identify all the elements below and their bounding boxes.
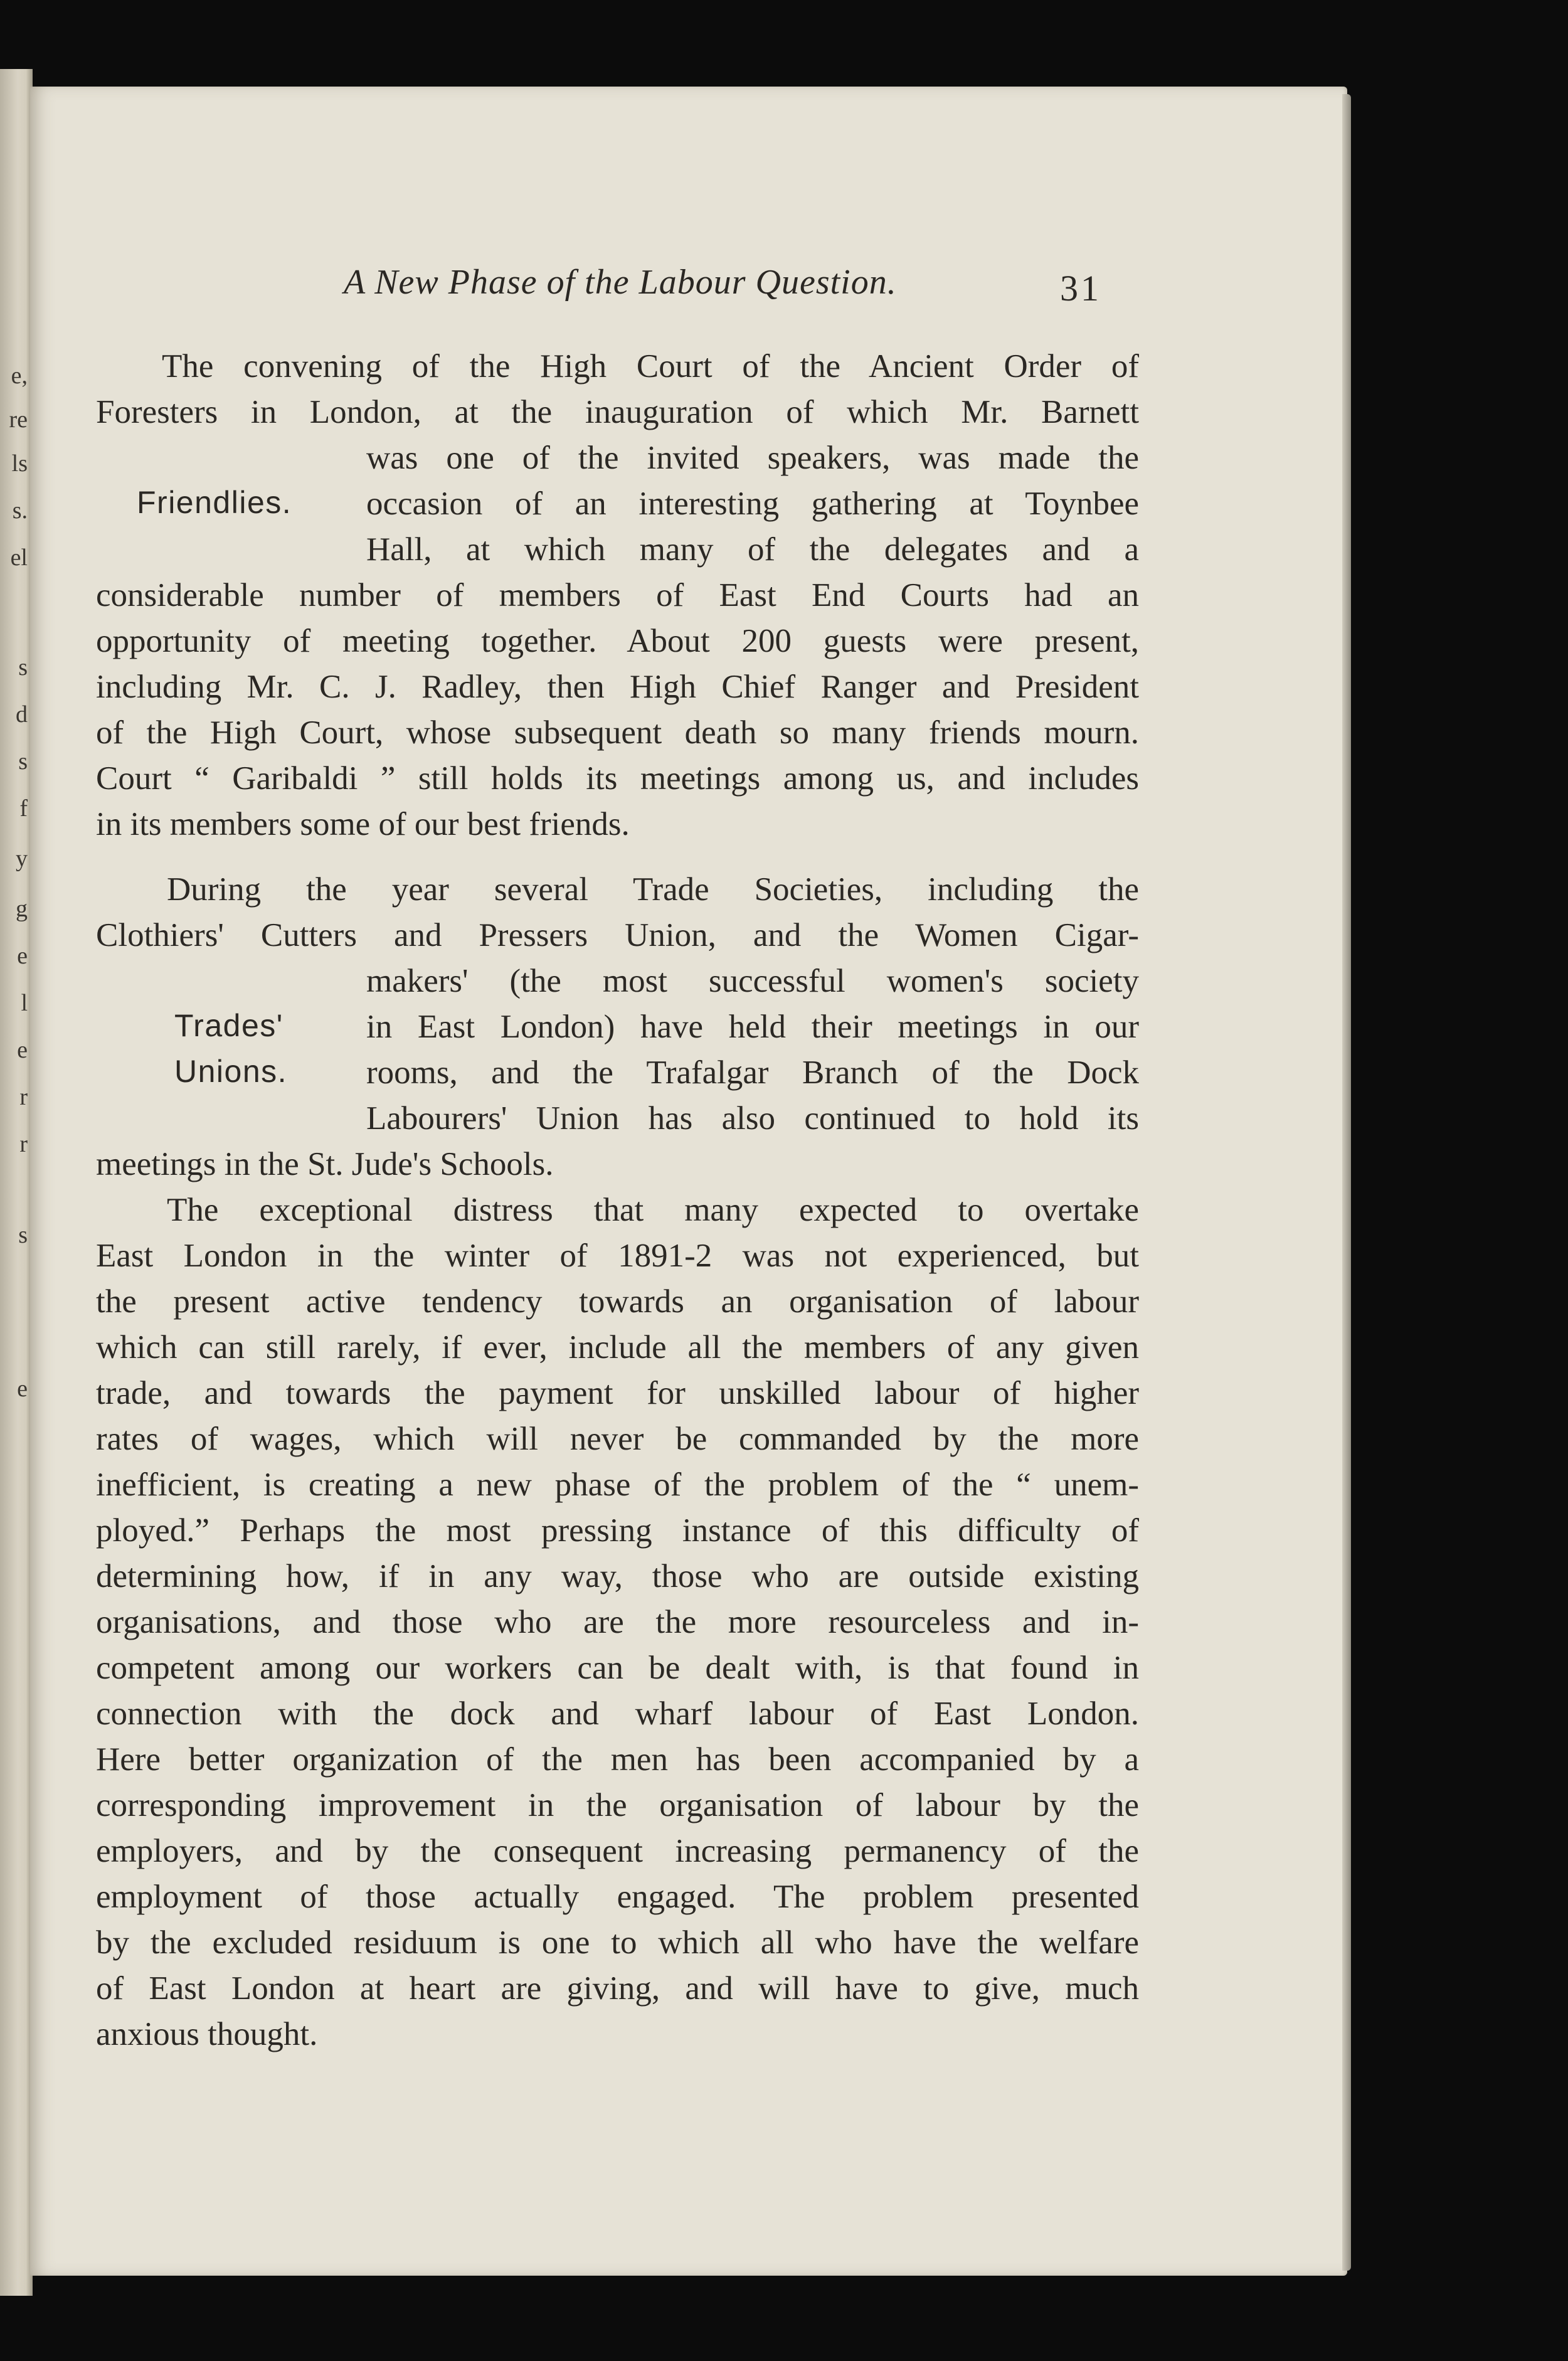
text-line: inefficient, is creating a new phase of the problem of the “ unem- (96, 1467, 1139, 1503)
margin-fragment: e (17, 1037, 28, 1063)
text-line: in its members some of our best friends. (96, 806, 630, 842)
text-line: Labourers' Union has also continued to hold its (366, 1100, 1139, 1137)
text-line: was one of the invited speakers, was made the (366, 440, 1139, 476)
text-line: corresponding improvement in the organisation of labour by the (96, 1787, 1139, 1823)
margin-fragment: re (9, 406, 28, 433)
margin-fragment: r (19, 1131, 28, 1157)
margin-fragment: l (21, 990, 28, 1016)
text-line: ployed.” Perhaps the most pressing instance of this difficulty of (96, 1512, 1139, 1549)
text-line: Here better organization of the men has been accompanied by a (96, 1741, 1139, 1778)
text-line: makers' (the most successful women's society (366, 963, 1139, 999)
text-line: which can still rarely, if ever, include all the members of any given (96, 1329, 1139, 1366)
page-number: 31 (1060, 268, 1101, 309)
text-line: opportunity of meeting together. About 200 guests were present, (96, 623, 1139, 659)
margin-fragment: ls (11, 450, 28, 477)
text-line: East London in the winter of 1891-2 was not experienced, but (96, 1238, 1139, 1274)
text-line: employment of those actually engaged. The problem presented (96, 1879, 1139, 1915)
text-line: Hall, at which many of the delegates and a (366, 531, 1139, 568)
text-line: determining how, if in any way, those who are outside existing (96, 1558, 1139, 1594)
text-line: of East London at heart are giving, and will have to give, much (96, 1970, 1139, 2007)
margin-fragment: d (16, 701, 28, 728)
text-line: considerable number of members of East End Courts had an (96, 577, 1139, 613)
sidenote-friendlies: Friendlies. (137, 485, 292, 520)
text-line: Court “ Garibaldi ” still holds its meetings among us, and includes (96, 760, 1139, 797)
margin-fragment: r (19, 1084, 28, 1110)
text-line: in East London) have held their meetings in our (366, 1009, 1139, 1045)
sidenote-trades: Trades' (174, 1008, 283, 1043)
text-line: rooms, and the Trafalgar Branch of the Dock (366, 1054, 1139, 1091)
text-line: of the High Court, whose subsequent death so many friends mourn. (96, 714, 1139, 751)
text-line: anxious thought. (96, 2016, 318, 2052)
margin-fragment: s (18, 654, 28, 681)
running-title: A New Phase of the Labour Question. (344, 263, 897, 302)
text-line: including Mr. C. J. Radley, then High Chief Ranger and President (96, 669, 1139, 705)
text-line: Foresters in London, at the inauguration of which Mr. Barnett (96, 394, 1139, 430)
margin-fragment: y (16, 846, 28, 872)
margin-fragment: e (17, 1376, 28, 1402)
text-line: connection with the dock and wharf labour of East London. (96, 1695, 1139, 1732)
text-line: employers, and by the consequent increasing permanency of the (96, 1833, 1139, 1869)
text-line: organisations, and those who are the more resourceless and in- (96, 1604, 1139, 1640)
text-line: by the excluded residuum is one to which all who have the welfare (96, 1924, 1139, 1961)
text-line: occasion of an interesting gathering at Toynbee (366, 485, 1139, 522)
text-line: Clothiers' Cutters and Pressers Union, and the Women Cigar- (96, 917, 1139, 953)
margin-fragment: g (16, 896, 28, 922)
margin-fragment: s (18, 1222, 28, 1248)
margin-fragment: s. (12, 497, 28, 524)
text-line: trade, and towards the payment for unskilled labour of higher (96, 1375, 1139, 1411)
margin-fragment: s (18, 748, 28, 775)
text-line: The convening of the High Court of the Ancient Order of (162, 348, 1139, 385)
text-line: The exceptional distress that many expected to overtake (167, 1192, 1139, 1228)
margin-fragment: el (10, 544, 28, 571)
margin-fragment: e (17, 943, 28, 969)
text-line: the present active tendency towards an organisation of labour (96, 1283, 1139, 1320)
text-line: meetings in the St. Jude's Schools. (96, 1146, 554, 1182)
text-line: competent among our workers can be dealt with, is that found in (96, 1650, 1139, 1686)
sidenote-unions: Unions. (174, 1054, 288, 1089)
margin-fragment: f (19, 795, 28, 822)
margin-fragment: e, (11, 363, 28, 389)
text-line: rates of wages, which will never be commanded by the more (96, 1421, 1139, 1457)
text-line: During the year several Trade Societies, including the (167, 871, 1139, 908)
